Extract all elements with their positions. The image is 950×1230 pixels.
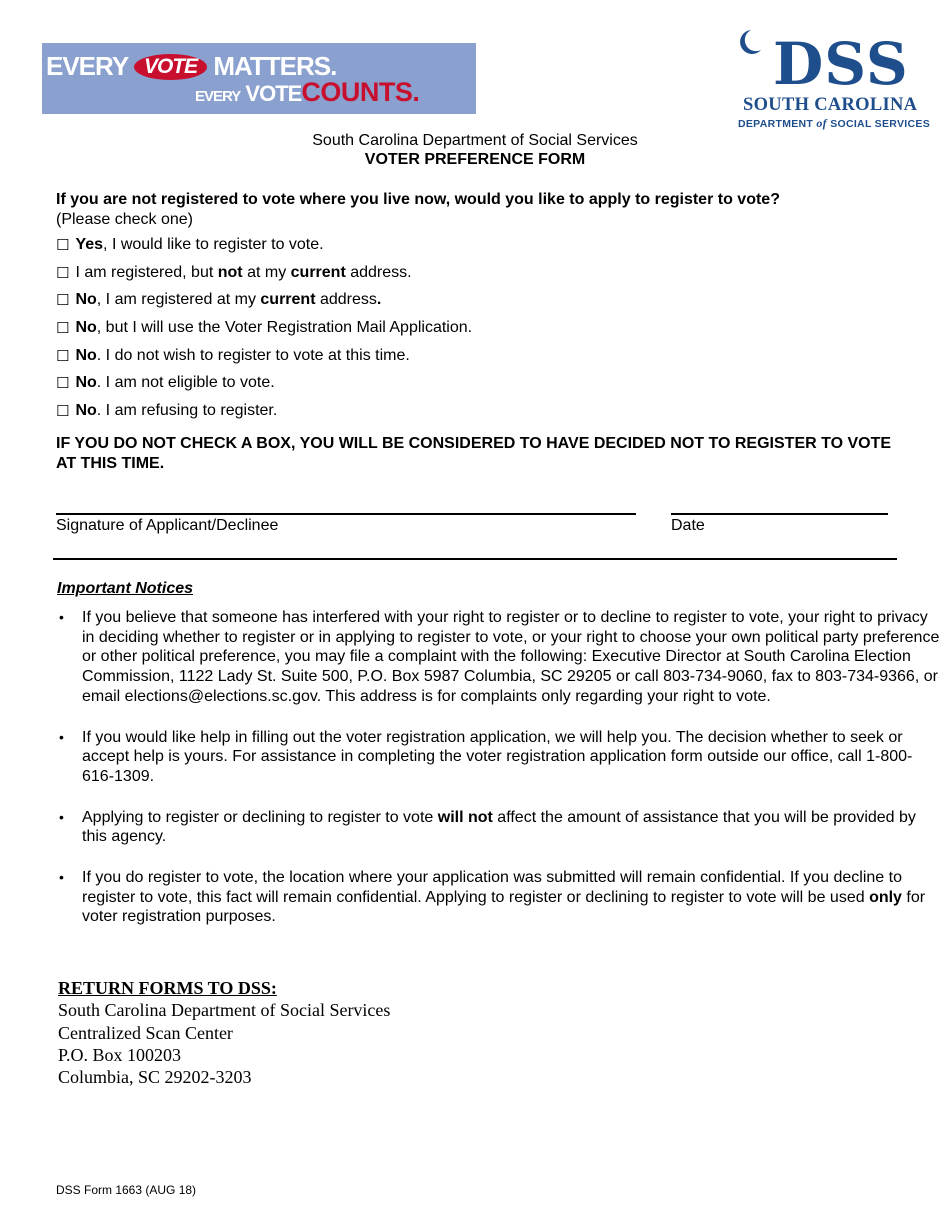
notice-item: • Applying to register or declining to register to vote will not affect the amount of assistance that you will be provided by this agency. — [56, 808, 942, 847]
return-line: P.O. Box 100203 — [58, 1044, 182, 1065]
banner-vote-pill: VOTE — [134, 54, 207, 80]
notice-item: • If you do register to vote, the location where your application was submitted will remain confidential. If you decline to register to vote, this fact will remain confidential. Applying to register or declining to register to vote will be used only for voter registration purposes. — [56, 868, 942, 927]
option-checkbox[interactable]: ☐ — [56, 263, 70, 282]
banner-every-2: EVERY — [195, 88, 241, 105]
option-mail-application: ☐ No, but I will use the Voter Registration Mail Application. — [56, 319, 473, 338]
return-line: Columbia, SC 29202-3203 — [58, 1067, 252, 1088]
date-field[interactable] — [671, 513, 888, 515]
banner-matters: MATTERS. — [213, 51, 337, 81]
banner-every: EVERY — [46, 51, 128, 81]
option-checkbox[interactable]: ☐ — [56, 402, 70, 421]
option-not-eligible: ☐ No. I am not eligible to vote. — [56, 374, 275, 393]
section-divider — [53, 558, 897, 560]
banner-vote-2: VOTE — [245, 81, 302, 106]
signature-field[interactable] — [56, 513, 636, 515]
banner-counts: COUNTS. — [301, 77, 420, 107]
option-not-at-this-time: ☐ No. I do not wish to register to vote at this time. — [56, 346, 410, 365]
dss-wordmark: DSS — [773, 30, 909, 98]
agency-name: South Carolina Department of Social Services — [312, 132, 638, 149]
notice-item: • If you would like help in filling out the voter registration application, we will help you. The decision whether to seek or accept help is yours. For assistance in completing the voter registration application form outside our office, call 1-800-616-1309. — [56, 728, 942, 787]
important-notices-heading: Important Notices — [57, 580, 194, 597]
date-label: Date — [671, 517, 705, 534]
form-title: VOTER PREFERENCE FORM — [364, 151, 586, 168]
notice-item: • If you believe that someone has interfered with your right to register or to decline to register to vote, your right to privacy in deciding whether to register or in applying to register to vote, or your right to choose your own political party preference or other political preference, you may file a complaint with the following: Executive Director at South Carolina Election Commission, 1122 Lady St. Suite 500, P.O. Box 5987 Columbia, SC 29205 or call 803-734-9060, fax to 803-734-9366, or email elections@elections.sc.gov. This address is for complaints only regarding your right to vote. — [56, 608, 942, 707]
check-one-instruction: (Please check one) — [56, 211, 193, 228]
dss-logo — [735, 28, 935, 133]
every-vote-matters-banner — [42, 43, 476, 114]
option-checkbox[interactable]: ☐ — [56, 346, 70, 365]
logo-state: SOUTH CAROLINA — [743, 95, 918, 115]
crescent-moon-icon — [735, 28, 767, 60]
form-number: DSS Form 1663 (AUG 18) — [56, 1183, 197, 1197]
registration-question: If you are not registered to vote where you live now, would you like to apply to register to vote? — [56, 191, 780, 208]
return-line: Centralized Scan Center — [58, 1022, 233, 1043]
return-address-block — [58, 977, 390, 1088]
option-registered-current: ☐ No, I am registered at my current address. — [56, 291, 382, 310]
notices-list — [56, 608, 942, 948]
option-refusing: ☐ No. I am refusing to register. — [56, 402, 278, 421]
signature-label: Signature of Applicant/Declinee — [56, 517, 279, 534]
option-checkbox[interactable]: ☐ — [56, 319, 70, 338]
option-yes-register: ☐ Yes, I would like to register to vote. — [56, 236, 324, 254]
option-registered-not-current: ☐ I am registered, but not at my current address. — [56, 263, 412, 282]
option-checkbox[interactable]: ☐ — [56, 236, 70, 254]
no-check-warning: IF YOU DO NOT CHECK A BOX, YOU WILL BE CONSIDERED TO HAVE DECIDED NOT TO REGISTER TO VOTE AT THIS TIME. — [56, 435, 892, 472]
option-checkbox[interactable]: ☐ — [56, 291, 70, 310]
return-line: South Carolina Department of Social Services — [58, 1000, 391, 1021]
return-heading: RETURN FORMS TO DSS: — [58, 978, 277, 998]
option-checkbox[interactable]: ☐ — [56, 374, 70, 393]
preference-options — [56, 236, 472, 430]
banner-line-2 — [195, 77, 419, 108]
logo-department: DEPARTMENT of SOCIAL SERVICES — [738, 116, 930, 130]
